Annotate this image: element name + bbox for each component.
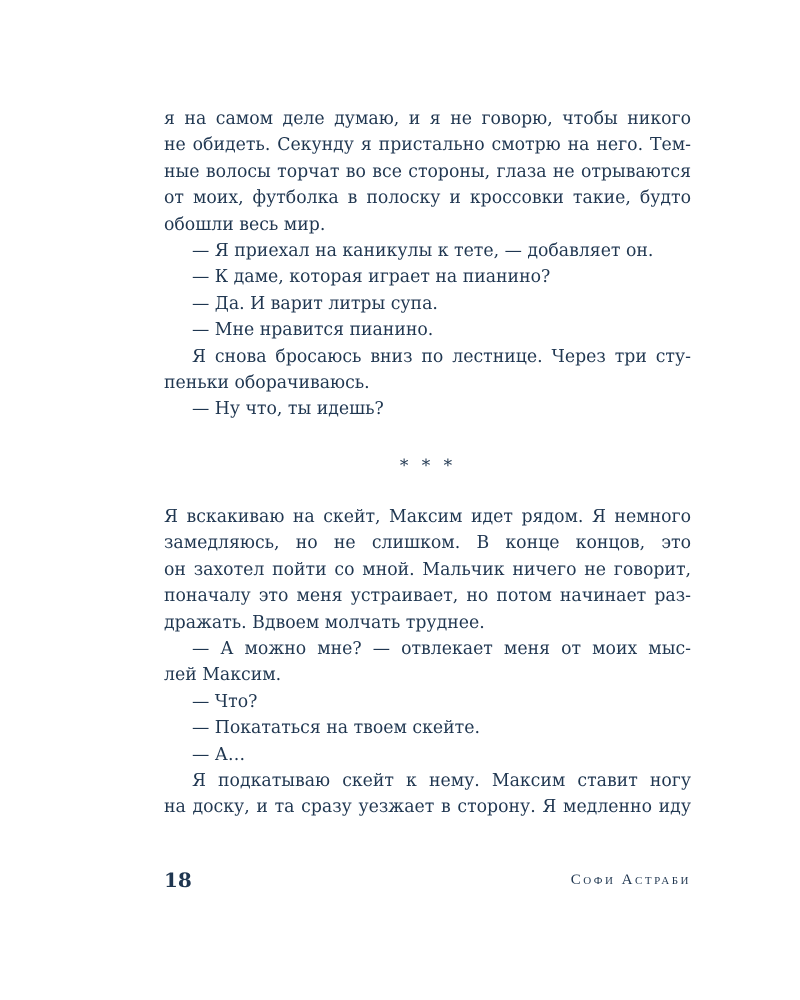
- text-line: он захотел пойти со мной. Мальчик ничего не говорит,: [164, 559, 691, 580]
- dialogue-line: — Я приехал на каникулы к тете, — добавляет он.: [192, 240, 654, 261]
- dialogue-line: — Ну что, ты идешь?: [192, 399, 384, 420]
- text-line: Я вскакиваю на скейт, Максим идет рядом. Я немного: [164, 507, 691, 527]
- dialogue-line: — Мне нравится пианино.: [192, 320, 434, 341]
- text-line: поначалу это меня устраивает, но потом начинает раз-: [164, 586, 691, 607]
- dialogue-line: — А можно мне? — отвлекает меня от моих мыс-: [192, 638, 691, 659]
- page-number: 18: [164, 868, 192, 892]
- text-line: от моих, футболка в полоску и кроссовки такие, будто: [164, 188, 691, 209]
- dialogue-line: — А…: [192, 744, 246, 765]
- text-line: замедляюсь, но не слишком. В конце концов, это: [164, 533, 691, 554]
- text-section-1: [164, 106, 691, 423]
- dialogue-line: — Покататься на твоем скейте.: [192, 718, 480, 739]
- text-line: я на самом деле думаю, и я не говорю, чтобы никого: [164, 109, 691, 129]
- text-line: Я снова бросаюсь вниз по лестнице. Через три сту-: [192, 346, 691, 367]
- text-line: не обидеть. Секунду я пристально смотрю на него. Тем-: [164, 135, 691, 156]
- text-section-2: [164, 504, 691, 821]
- text-line: дражать. Вдвоем молчать труднее.: [164, 612, 485, 633]
- text-line: пеньки оборачиваюсь.: [164, 372, 370, 393]
- text-line: обошли весь мир.: [164, 214, 326, 235]
- text-line: на доску, и та сразу уезжает в сторону. Я медленно иду: [164, 797, 691, 818]
- dialogue-line: — К даме, которая играет на пианино?: [192, 267, 551, 288]
- dialogue-line: — Что?: [192, 691, 258, 712]
- dialogue-line: — Да. И варит литры супа.: [192, 293, 438, 314]
- text-line: Я подкатываю скейт к нему. Максим ставит ногу: [192, 770, 691, 791]
- author-name: Софи Астраби: [570, 872, 691, 888]
- section-separator: * * *: [399, 456, 457, 476]
- text-line: ные волосы торчат во все стороны, глаза не отрываются: [164, 161, 691, 182]
- text-line: лей Максим.: [164, 665, 282, 686]
- page-footer: [164, 868, 691, 898]
